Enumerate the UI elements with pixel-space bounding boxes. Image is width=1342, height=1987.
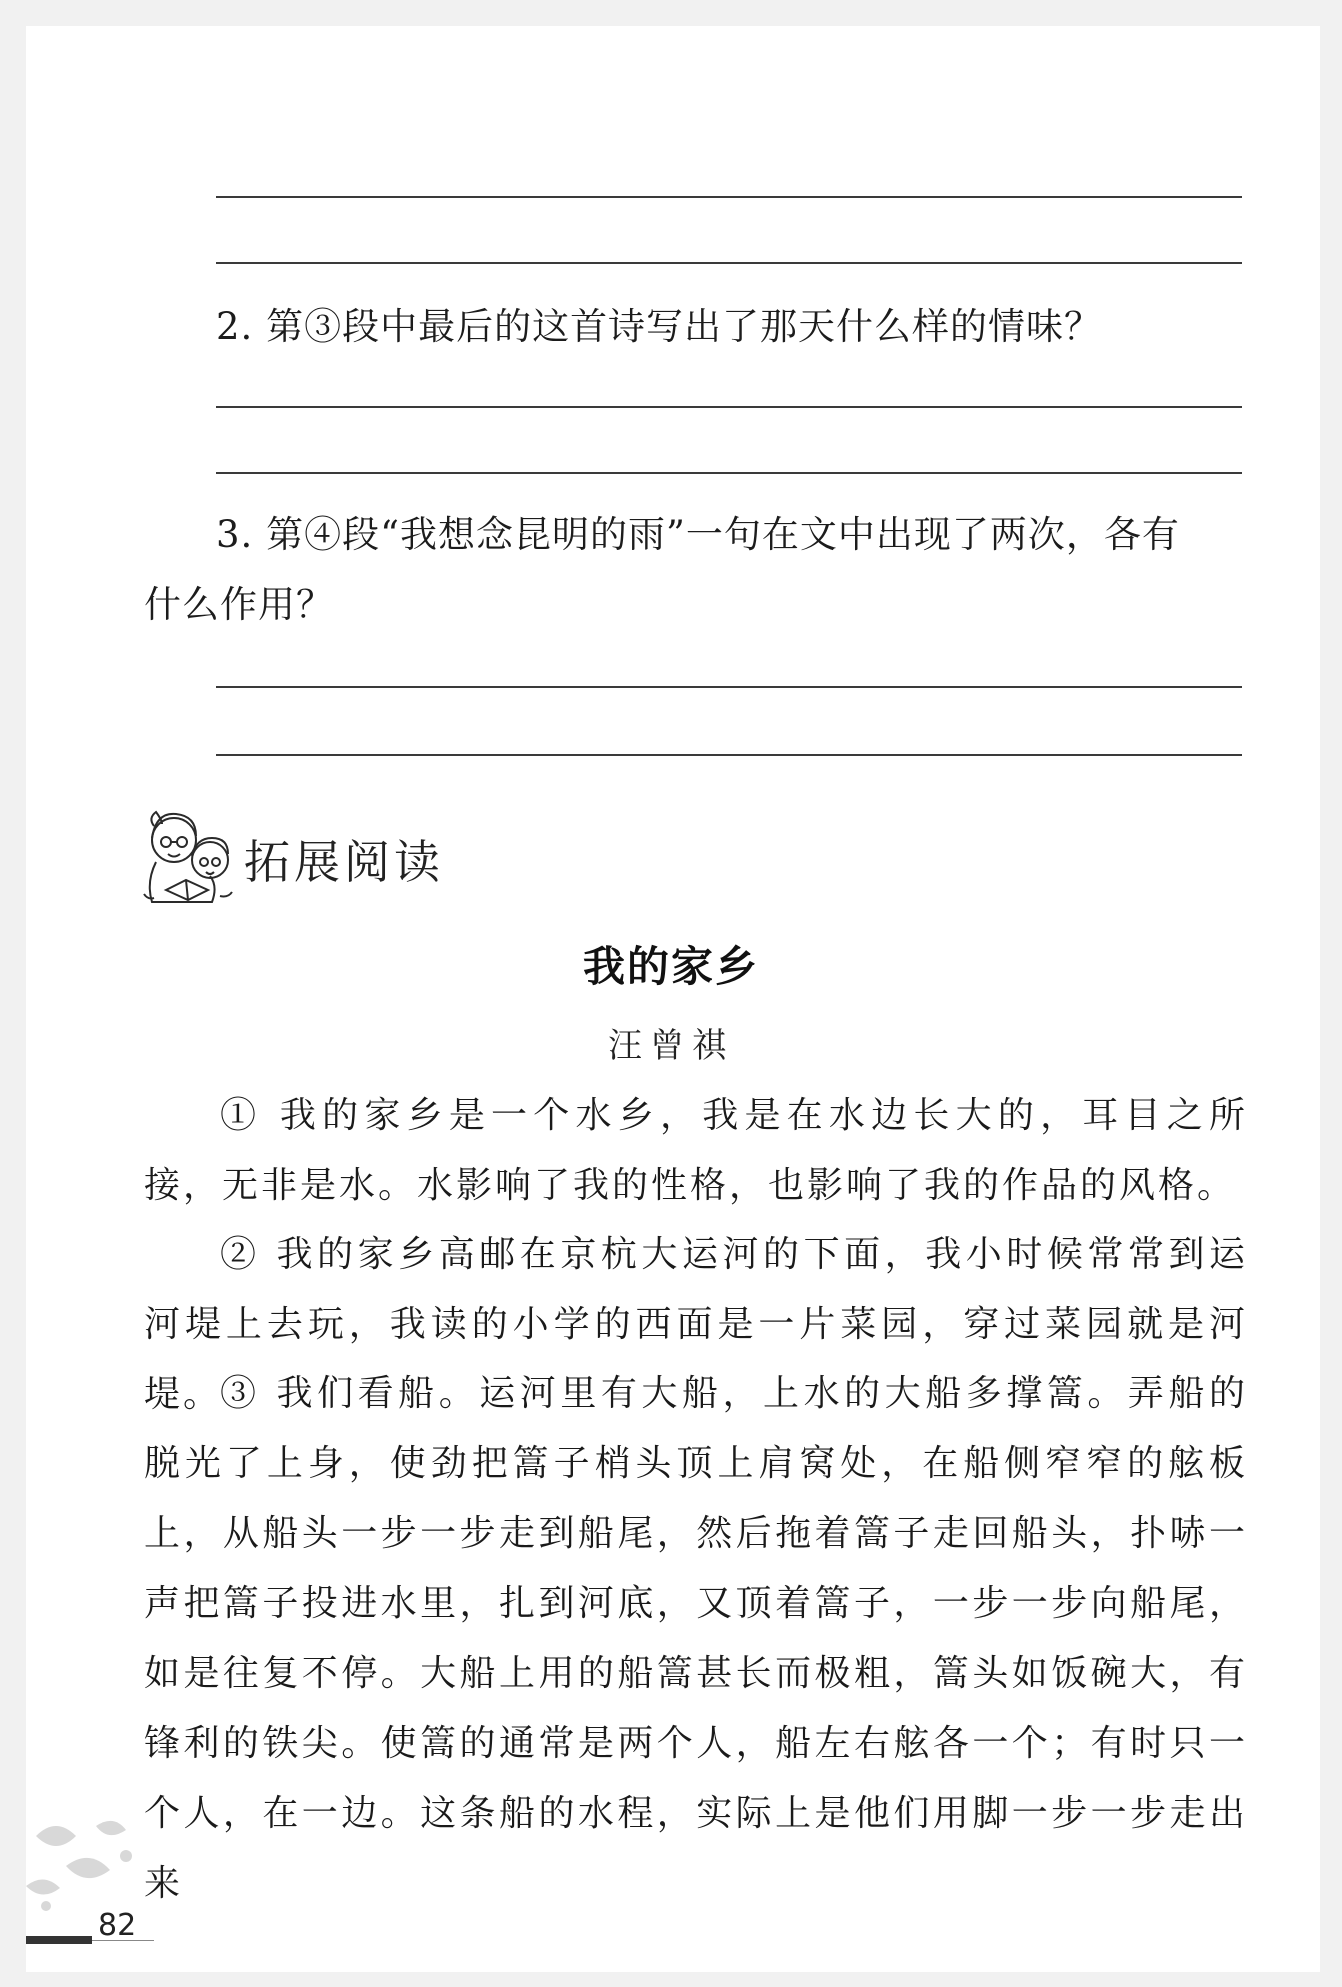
children-reading-icon [136,804,240,914]
section-title: 拓展阅读 [244,835,444,889]
answer-line[interactable] [216,196,1242,198]
article-paragraph-2: ② 我的家乡高邮在京杭大运河的下面，我小时候常常到运河堤上去玩，我读的小学的西面是一片菜园，穿过菜园就是河堤。 [144,1234,1248,1415]
answer-line[interactable] [216,686,1242,688]
article-paragraph-1: ① 我的家乡是一个水乡，我是在水边长大的，耳目之所接，无非是水。水影响了我的性格，也影响了我的作品的风格。 [144,1095,1248,1206]
page-number-bar [26,1936,92,1944]
question-3-continued: 什么作用？ [144,583,334,626]
answer-line[interactable] [216,262,1242,264]
section-header [136,804,556,924]
article-paragraph-3: ③ 我们看船。运河里有大船，上水的大船多撑篙。弄船的脱光了上身，使劲把篙子梢头顶上肩窝处，在船侧窄窄的舷板上，从船头一步一步走到船尾，然后拖着篙子走回船头，扑哧一声把篙子投进水里，扎到河底，又顶着篙子，一步一步向船尾，如是往复不停。大船上用的船篙甚长而极粗，篙头如饭碗大，有锋利的铁尖。使篙的通常是两个人，船左右舷各一个；有时只一个人，在一边。这条船的水程，实际上是他们用脚一步一步走出来 [144,1373,1248,1904]
question-2: 2. 第③段中最后的这首诗写出了那天什么样的情味？ [216,305,1103,348]
leaf-decoration-icon [26,1806,166,1926]
answer-line[interactable] [216,754,1242,756]
article-title: 我的家乡 [582,942,759,991]
page-number: 82 [98,1908,137,1943]
answer-line[interactable] [216,472,1242,474]
question-3: 3. 第④段“我想念昆明的雨”一句在文中出现了两次，各有 [216,513,1180,556]
workbook-page [26,26,1320,1972]
article-author: 汪曾祺 [608,1026,734,1066]
answer-line[interactable] [216,406,1242,408]
